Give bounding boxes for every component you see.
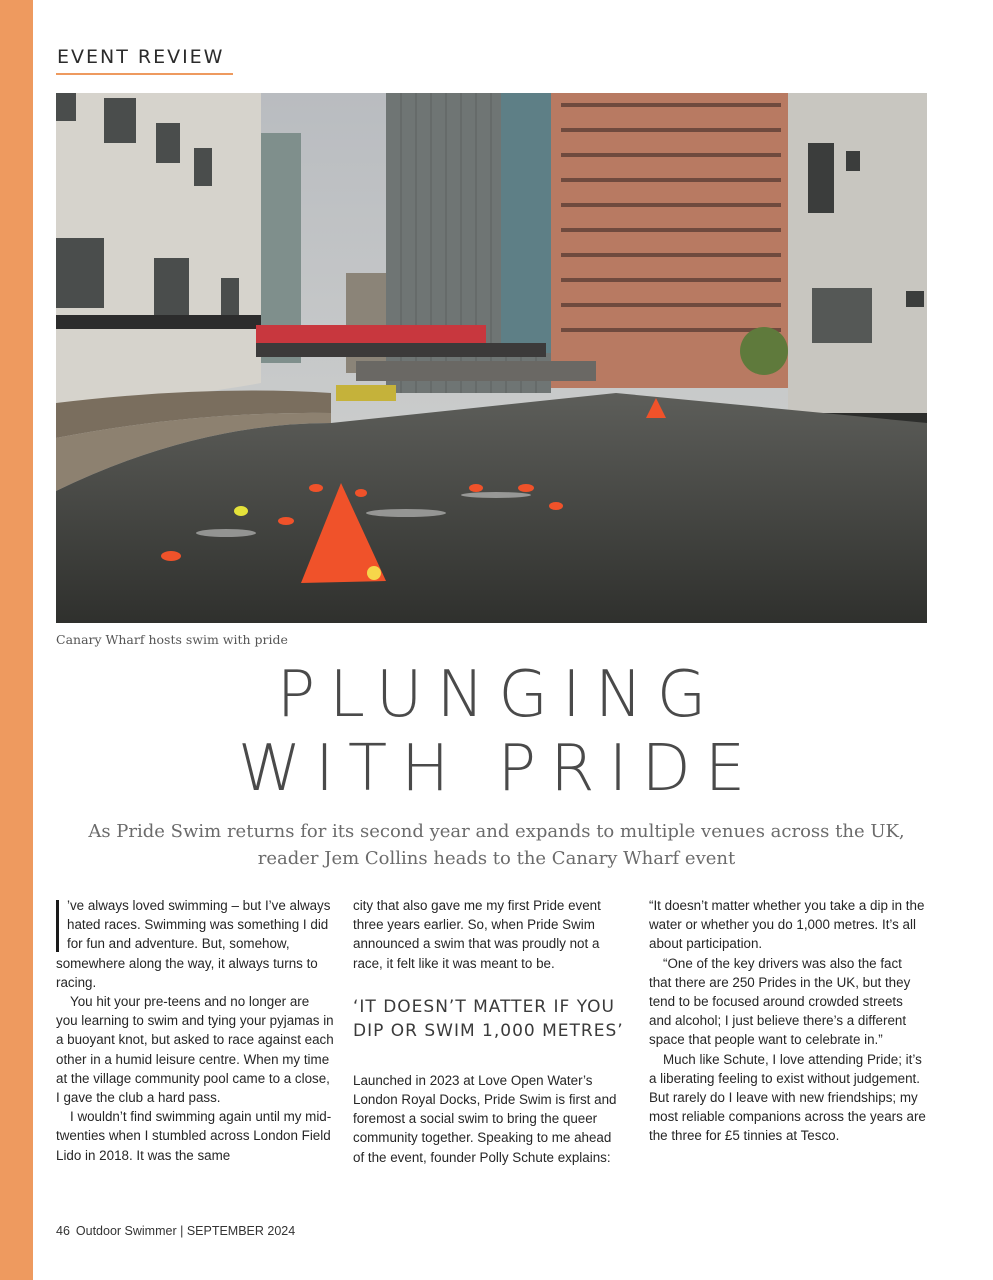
pull-quote: ‘IT DOESN’T MATTER IF YOU DIP OR SWIM 1,000 METRES’ — [353, 996, 624, 1041]
paragraph: Much like Schute, I love attending Pride; it’s a liberating feeling to exist without judgement. But rarely do I leave with new friendships; my most reliable companions across the years are the three for £5 tinnies at Tesco. — [649, 1051, 926, 1144]
dropcap-i — [56, 900, 59, 952]
paragraph: You hit your pre-teens and no longer are you learning to swim and tying your pyjamas in a buoyant knot, but asked to race against each other in a humid leisure centre. When my time at the village community pool came to a close, I gave the club a hard pass. — [56, 994, 334, 1106]
paragraph: “One of the key drivers was also the fact that there are 250 Prides in the UK, but they tend to be focused around crowded streets and alcohol; I just believe there’s a different space that people want to celebrate in.” — [649, 955, 911, 1048]
standfirst: As Pride Swim returns for its second year and expands to multiple venues across the UK, reader Jem Collins heads to the Canary Wharf event — [88, 821, 905, 869]
paragraph: Launched in 2023 at Love Open Water’s London Royal Docks, Pride Swim is first and foremost a social swim to bring the queer community together. Speaking to me ahead of the event, founder Polly Schute explains: — [353, 1072, 617, 1165]
headline — [56, 658, 927, 806]
paragraph: city that also gave me my first Pride event three years earlier. So, when Pride Swim announced a swim that was proudly not a race, it felt like it was meant to be. — [353, 898, 601, 971]
canary-wharf-illustration — [56, 93, 927, 623]
article-column-3 — [649, 896, 927, 1146]
headline-line-1: PLUNGING — [276, 658, 721, 732]
headline-line-2: WITH PRIDE — [237, 732, 760, 806]
section-underline — [56, 73, 233, 75]
paragraph: ’ve always loved swimming – but I’ve always hated races. Swimming was something I did for fun and adventure. But, somehow, somewhere along the way, it always turns to racing. — [56, 898, 331, 990]
page-footer — [56, 1224, 295, 1238]
hero-photo — [56, 93, 927, 623]
article-column-1 — [56, 896, 334, 1165]
article-column-2 — [353, 896, 625, 1167]
paragraph: “It doesn’t matter whether you take a dip in the water or whether you do 1,000 metres. It’s all about participation. — [649, 898, 925, 952]
page-number: 46 — [56, 1224, 70, 1238]
accent-side-bar — [0, 0, 33, 1280]
paragraph: I wouldn’t find swimming again until my mid-twenties when I stumbled across London Field Lido in 2018. It was the same — [56, 1109, 332, 1163]
publication-info: Outdoor Swimmer | SEPTEMBER 2024 — [75, 1224, 296, 1238]
section-label: EVENT REVIEW — [57, 46, 225, 68]
photo-caption: Canary Wharf hosts swim with pride — [56, 632, 288, 647]
